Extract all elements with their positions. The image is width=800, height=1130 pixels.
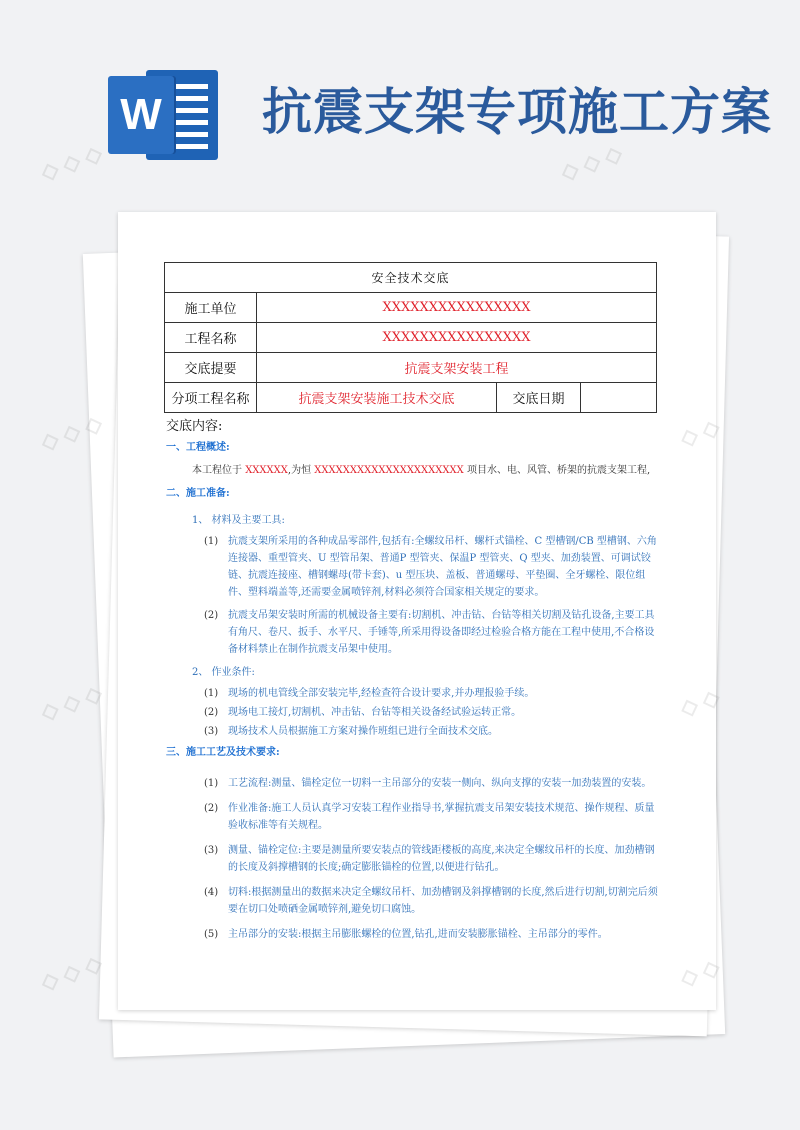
watermark-mark: ◇ ◇ ◇ bbox=[37, 410, 106, 456]
list-item: (4) 切料:根据测量出的数据来决定全螺纹吊杆、加劲槽钢及斜撑槽钢的长度,然后进行切割,切割完后须要在切口处喷硒金属喷锌剂,避免切口腐蚀。 bbox=[204, 887, 658, 915]
list-item: (2) 现场电工接灯,切割机、冲击钻、台钻等相关设备经试验运转正常。 bbox=[204, 707, 522, 718]
table-row bbox=[165, 323, 657, 353]
table-row bbox=[165, 383, 657, 413]
table-row bbox=[165, 353, 657, 383]
word-icon-letter: W bbox=[108, 76, 174, 154]
list-item: (1) 抗震支架所采用的各种成品零部件,包括有:全螺纹吊杆、螺杆式锚栓、C 型槽钢/CB 型槽钢、六角连接器、重型管夹、U 型管吊架、普通P 型管夹、保温P 型管夹、Q 型夹、加劲装置、可调试铰链、抗震连接座、槽钢螺母(带卡套)、u 型压块、盖板、普通螺母、平垫圈、全牙螺栓、限位组件、塑料端盖等,还需要金属喷锌剂,材料必须符合国家相关规定的要求。 bbox=[204, 536, 657, 598]
content-label: 交底内容: bbox=[166, 419, 223, 434]
watermark-mark: ◇ ◇ bbox=[676, 413, 723, 452]
row-value: XXXXXXXXXXXXXXXX bbox=[257, 293, 657, 323]
row-value: 抗震支架安装工程 bbox=[257, 353, 657, 383]
list-item: (1) 工艺流程:测量、锚栓定位一切料一主吊部分的安装一侧向、纵向支撑的安装一加劲装置的安装。 bbox=[204, 778, 652, 789]
list-item: (3) 测量、锚栓定位:主要是测量所要安装点的管线距楼板的高度,来决定全螺纹吊杆的长度、加劲槽钢的长度及斜撑槽钢的长度;确定膨胀锚栓的位置,以便进行钻孔。 bbox=[204, 845, 655, 873]
section-title: 二、施工准备: bbox=[166, 488, 230, 499]
watermark-mark: ◇ ◇ bbox=[676, 683, 723, 722]
list-item: (5) 主吊部分的安装:根据主吊膨胀螺栓的位置,钻孔,进而安装膨胀锚栓、主吊部分的零件。 bbox=[204, 929, 608, 940]
row-label: 工程名称 bbox=[165, 323, 257, 353]
document-header bbox=[0, 0, 800, 200]
subsection-title: 1、 材料及主要工具: bbox=[192, 515, 285, 526]
list-item: (2) 作业准备:施工人员认真学习安装工程作业指导书,掌握抗震支吊架安装技术规范、操作规程、质量验收标准等有关规程。 bbox=[204, 803, 655, 831]
list-item: (1) 现场的机电管线全部安装完毕,经检查符合设计要求,并办理报验手续。 bbox=[204, 688, 535, 699]
watermark-mark: ◇ ◇ ◇ bbox=[37, 680, 106, 726]
row-value: 抗震支架安装施工技术交底 bbox=[257, 383, 497, 413]
date-value bbox=[581, 383, 657, 413]
briefing-content bbox=[166, 418, 658, 945]
table-row bbox=[165, 293, 657, 323]
row-label: 施工单位 bbox=[165, 293, 257, 323]
list-item: (2) 抗震支吊架安装时所需的机械设备主要有:切割机、冲击钻、台钻等相关切割及钻孔设备,主要工具有角尺、卷尺、扳手、水平尺、手锤等,所采用得设备即经过检验合格方能在工程中使用,不合格设备材料禁止在制作抗震支吊架中使用。 bbox=[204, 610, 655, 655]
watermark-mark: ◇ ◇ ◇ bbox=[557, 140, 626, 186]
subsection-title: 2、 作业条件: bbox=[192, 667, 255, 678]
row-value: XXXXXXXXXXXXXXXX bbox=[257, 323, 657, 353]
page-title: 抗震支架专项施工方案 bbox=[262, 82, 772, 141]
row-label: 分项工程名称 bbox=[165, 383, 257, 413]
table-heading: 安全技术交底 bbox=[165, 263, 657, 293]
row-label: 交底提要 bbox=[165, 353, 257, 383]
date-label: 交底日期 bbox=[497, 383, 581, 413]
watermark-mark: ◇ ◇ ◇ bbox=[37, 950, 106, 996]
watermark-mark: ◇ ◇ ◇ bbox=[37, 140, 106, 186]
section-title: 一、工程概述: bbox=[166, 442, 230, 453]
overview-paragraph: 本工程位于 XXXXXX,为恒 XXXXXXXXXXXXXXXXXXXXX 项目水、电、风管、桥架的抗震支架工程, bbox=[192, 465, 651, 476]
list-item: (3) 现场技术人员根据施工方案对操作班组已进行全面技术交底。 bbox=[204, 726, 498, 737]
watermark-mark: ◇ ◇ bbox=[676, 953, 723, 992]
safety-briefing-table bbox=[164, 262, 657, 413]
section-title: 三、施工工艺及技术要求: bbox=[166, 747, 280, 758]
word-document-icon bbox=[108, 70, 218, 160]
